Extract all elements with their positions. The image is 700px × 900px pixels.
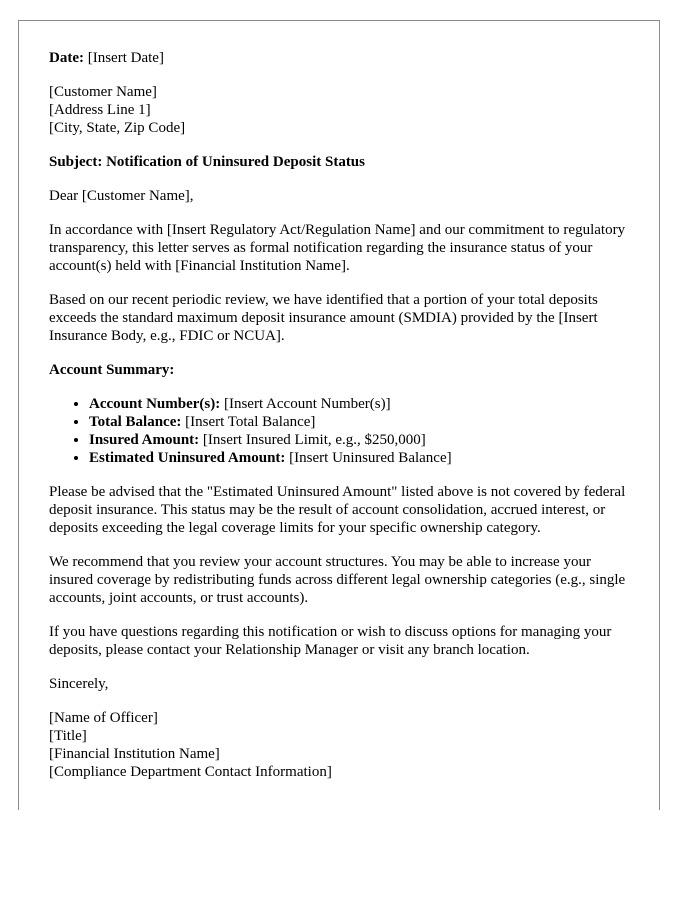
signature-institution: [Financial Institution Name] (49, 746, 220, 762)
account-summary-list (49, 395, 629, 467)
date-line (49, 49, 629, 67)
date-value: [Insert Date] (87, 50, 164, 66)
signature-block (49, 709, 629, 781)
summary-item-value: [Insert Uninsured Balance] (285, 450, 452, 466)
signature-title: [Title] (49, 728, 87, 744)
signature-contact: [Compliance Department Contact Information] (49, 764, 332, 780)
summary-item-value: [Insert Insured Limit, e.g., $250,000] (199, 432, 426, 448)
closing: Sincerely, (49, 676, 109, 692)
subject-line: Subject: Notification of Uninsured Deposit Status (49, 154, 365, 170)
list-item (89, 449, 629, 467)
list-item (89, 431, 629, 449)
list-item (89, 395, 629, 413)
recipient-address (49, 83, 629, 137)
paragraph-review-findings: Based on our recent periodic review, we have identified that a portion of your total deposits exceeds the standard maximum deposit insurance amount (SMDIA) provided by the [Insert Insurance Body, e.g., FDIC or NCUA]. (49, 292, 598, 344)
paragraph-regulatory-notice: In accordance with [Insert Regulatory Act/Regulation Name] and our commitment to regulatory transparency, this letter serves as formal notification regarding the insurance status of your account(s) held with [Financial Institution Name]. (49, 222, 626, 274)
signature-officer: [Name of Officer] (49, 710, 158, 726)
summary-item-label: Account Number(s): (89, 396, 221, 412)
summary-item-label: Insured Amount: (89, 432, 200, 448)
paragraph-contact: If you have questions regarding this notification or wish to discuss options for managing your deposits, please contact your Relationship Manager or visit any branch location. (49, 624, 612, 658)
summary-item-label: Total Balance: (89, 414, 182, 430)
recipient-address-line-1: [Address Line 1] (49, 102, 151, 118)
summary-item-value: [Insert Account Number(s)] (220, 396, 391, 412)
summary-item-value: [Insert Total Balance] (181, 414, 316, 430)
date-label: Date: (49, 50, 84, 66)
account-summary-heading: Account Summary: (49, 362, 175, 378)
summary-item-label: Estimated Uninsured Amount: (89, 450, 286, 466)
paragraph-uninsured-advisory: Please be advised that the "Estimated Uninsured Amount" listed above is not covered by federal deposit insurance. This status may be the result of account consolidation, accrued interest, or deposits exceeding the legal coverage limits for your specific ownership category. (49, 484, 626, 536)
paragraph-recommendation: We recommend that you review your account structures. You may be able to increase your insured coverage by redistributing funds across different legal ownership categories (e.g., single accounts, joint accounts, or trust accounts). (49, 554, 626, 606)
salutation: Dear [Customer Name], (49, 188, 194, 204)
letter-page (18, 20, 660, 810)
list-item (89, 413, 629, 431)
recipient-name: [Customer Name] (49, 84, 157, 100)
recipient-city-state-zip: [City, State, Zip Code] (49, 120, 186, 136)
